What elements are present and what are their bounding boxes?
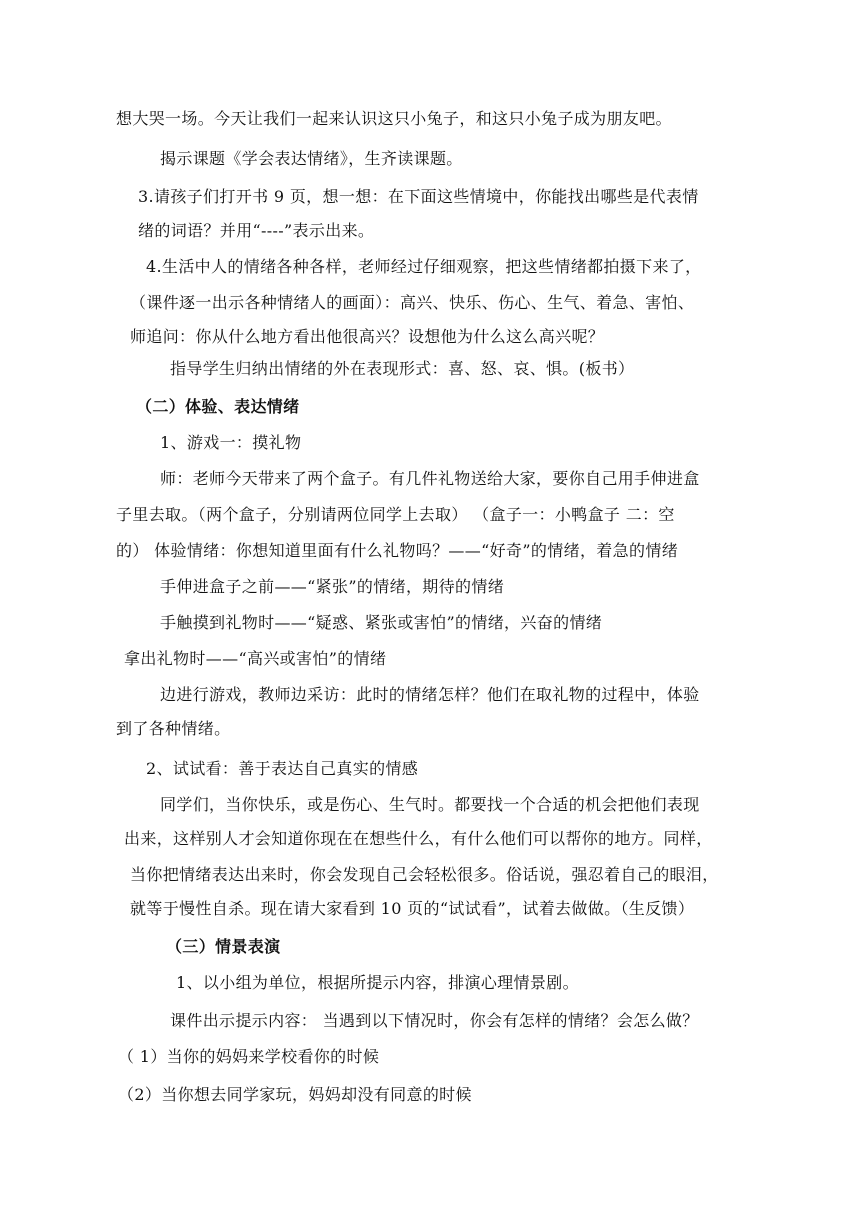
- text-line: （2）当你想去同学家玩，妈妈却没有同意的时候: [118, 1085, 472, 1104]
- text-line: 课件出示提示内容： 当遇到以下情况时，你会有怎样的情绪？会怎么做？: [170, 1011, 699, 1030]
- text-line: 同学们，当你快乐，或是伤心、生气时。都要找一个合适的机会把他们表现: [160, 795, 700, 814]
- text-line: 拿出礼物时——“高兴或害怕”的情绪: [124, 649, 387, 668]
- text-line: 的） 体验情绪：你想知道里面有什么礼物吗？——“好奇”的情绪，着急的情绪: [116, 541, 679, 560]
- text-line: 出来，这样别人才会知道你现在在想些什么，有什么他们可以帮你的地方。同样，: [124, 829, 713, 848]
- text-line: （课件逐一出示各种情绪人的画面）：高兴、快乐、伤心、生气、着急、害怕、: [130, 293, 695, 312]
- text-line: 3.请孩子们打开书 9 页，想一想：在下面这些情境中，你能找出哪些是代表情: [138, 187, 699, 206]
- text-line: 手触摸到礼物时——“疑惑、紧张或害怕”的情绪，兴奋的情绪: [160, 613, 603, 632]
- section-heading: （三）情景表演: [166, 937, 281, 956]
- text-line: （ 1）当你的妈妈来学校看你的时候: [118, 1047, 380, 1066]
- text-line: 4.生活中人的情绪各种各样，老师经过仔细观察，把这些情绪都拍摄下来了，: [146, 257, 702, 276]
- text-line: 揭示课题《学会表达情绪》，生齐读课题。: [160, 149, 463, 168]
- text-line: 就等于慢性自杀。现在请大家看到 10 页的“试试看”，试着去做做。（生反馈）: [130, 899, 695, 918]
- text-line: 绪的词语？并用“----”表示出来。: [138, 221, 375, 240]
- text-line: 到了各种情绪。: [116, 719, 231, 738]
- text-line: 1、游戏一：摸礼物: [160, 433, 302, 452]
- text-line: 2、试试看：善于表达自己真实的情感: [146, 759, 419, 778]
- text-line: 师：老师今天带来了两个盒子。有几件礼物送给大家，要你自己用手伸进盒: [160, 469, 700, 488]
- text-line: 手伸进盒子之前——“紧张”的情绪，期待的情绪: [160, 577, 505, 596]
- text-line: 当你把情绪表达出来时，你会发现自己会轻松很多。俗话说，强忍着自己的眼泪，: [130, 865, 719, 884]
- section-heading: （二）体验、表达情绪: [136, 397, 300, 416]
- text-line: 子里去取。（两个盒子，分别请两位同学上去取） （盒子一：小鸭盒子 二：空: [116, 505, 675, 524]
- text-line: 想大哭一场。今天让我们一起来认识这只小兔子，和这只小兔子成为朋友吧。: [116, 109, 672, 128]
- text-line: 指导学生归纳出情绪的外在表现形式：喜、怒、哀、惧。(板书）: [170, 359, 635, 378]
- text-line: 师追问：你从什么地方看出他很高兴？设想他为什么这么高兴呢？: [130, 327, 605, 346]
- text-line: 1、以小组为单位，根据所提示内容，排演心理情景剧。: [176, 973, 579, 992]
- text-line: 边进行游戏，教师边采访：此时的情绪怎样？他们在取礼物的过程中，体验: [160, 685, 700, 704]
